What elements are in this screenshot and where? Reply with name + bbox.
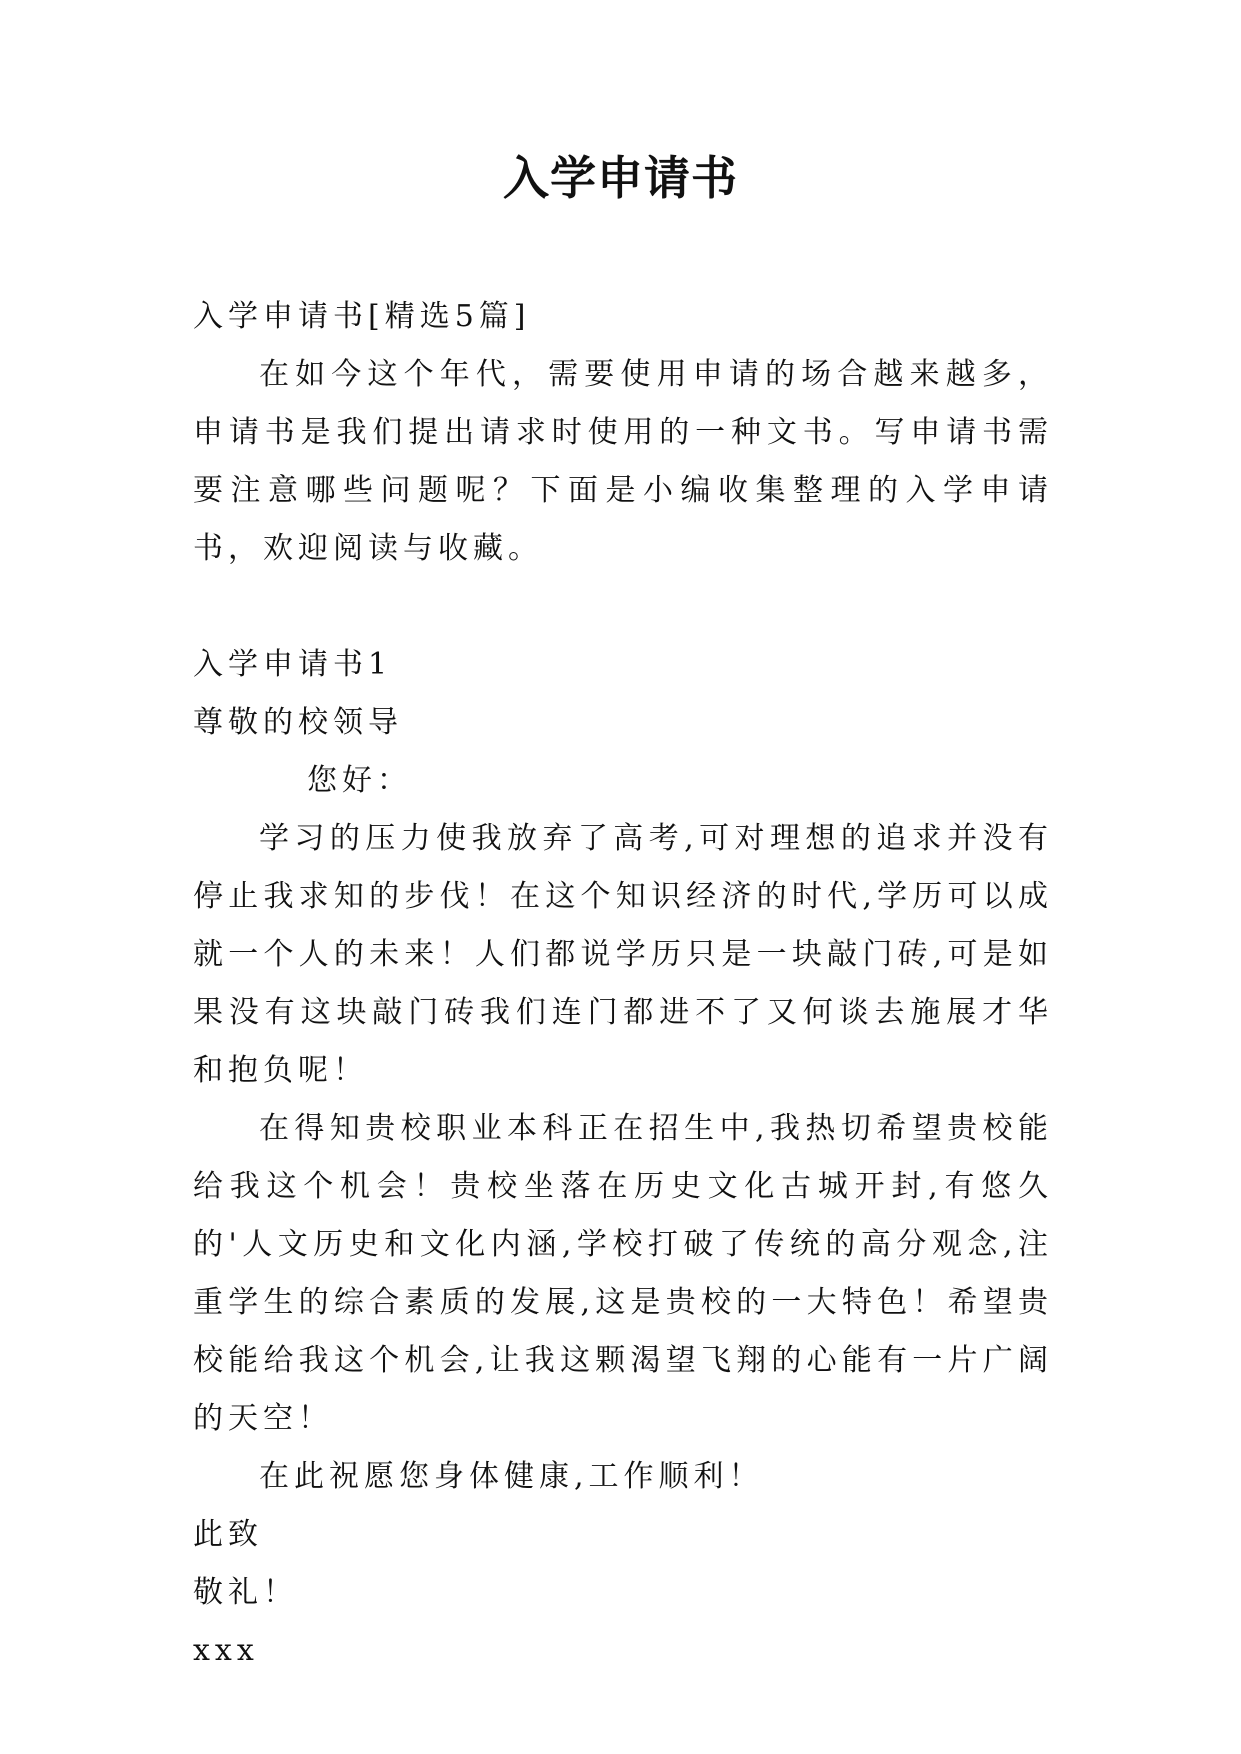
letter-heading: 入学申请书1 — [193, 647, 393, 682]
letter-greeting: 您好： — [307, 763, 412, 798]
letter-paragraph-3: 在此祝愿您身体健康,工作顺利！ — [259, 1459, 764, 1494]
section-spacer — [193, 578, 1053, 636]
letter-closing-1: 此致 — [193, 1517, 263, 1552]
letter-paragraph-2: 在得知贵校职业本科正在招生中,我热切希望贵校能给我这个机会！贵校坐落在历史文化古城开封,有悠久的'人文历史和文化内涵,学校打破了传统的高分观念,注重学生的综合素质的发展,这是贵校的一大特色！希望贵校能给我这个机会,让我这颗渴望飞翔的心能有一片广阔的天空！ — [193, 1111, 1053, 1436]
document-subtitle: 入学申请书[精选5篇] — [193, 299, 531, 334]
intro-paragraph: 在如今这个年代，需要使用申请的场合越来越多，申请书是我们提出请求时使用的一种文书。写申请书需要注意哪些问题呢？下面是小编收集整理的入学申请书，欢迎阅读与收藏。 — [193, 357, 1053, 566]
document-title: 入学申请书 — [503, 151, 738, 205]
letter-signature: xxx — [193, 1633, 259, 1668]
letter-closing-2: 敬礼！ — [193, 1575, 298, 1610]
letter-paragraph-1: 学习的压力使我放弃了高考,可对理想的追求并没有停止我求知的步伐！在这个知识经济的时代,学历可以成就一个人的未来！人们都说学历只是一块敲门砖,可是如果没有这块敲门砖我们连门都进不了又何谈去施展才华和抱负呢！ — [193, 821, 1053, 1088]
document-body — [193, 288, 1053, 1680]
letter-salutation: 尊敬的校领导 — [193, 705, 403, 740]
